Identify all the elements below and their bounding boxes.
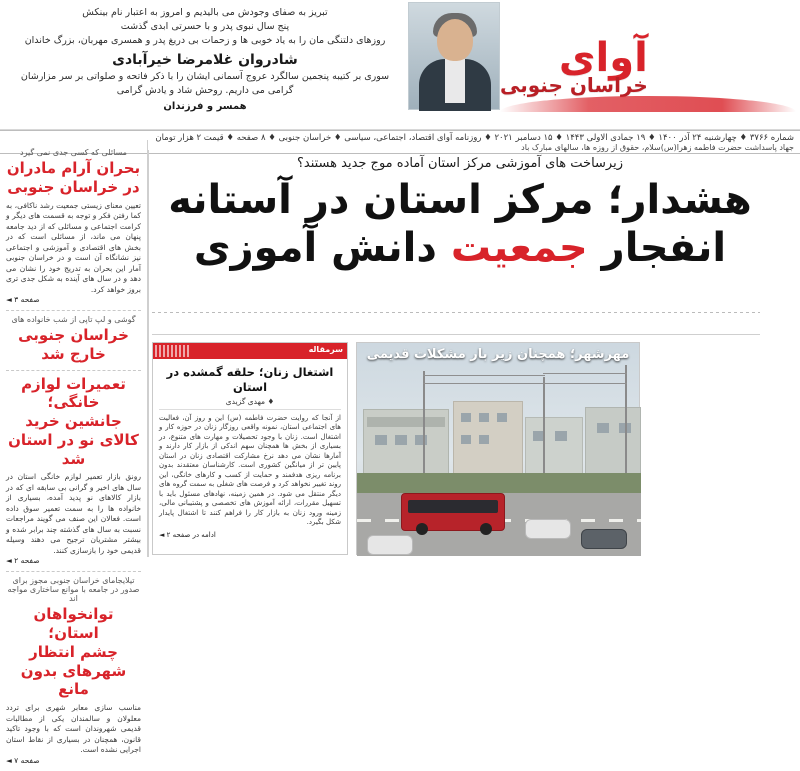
obituary-notice [8,6,402,112]
lead-headline-line-1: هشدار؛ مرکز استان در آستانه [168,177,752,223]
editorial-header-bar [153,343,347,359]
side-story-3-body: رونق بازار تعمیر لوازم خانگی استان در سال های اخیر و گرانی بی سابقه ای که در بازار کالاهای نو پدید آمده، بسیاری از خانواده ها را به سمت تعمیر سوق داده است. فعالان این صنف می گویند مراجعات نسبت به سال های گذشته چند برابر شده و بیشتر مشتریان ترجیح می دهند وسیله قدیمی خود را بازسازی کنند. [6,472,141,555]
photo-window [479,413,489,422]
editorial-byline: ♦ مهدی گزیدی [159,397,341,410]
hadith-line: جهاد پاسداشت حضرت فاطمه زهرا(س)سلام، حقوق از روزه ها، سالهای مبارک باد [521,143,794,152]
side-story-2-overline: گوشی و لپ تاپی از شب خانواده های [11,315,136,324]
photo-building-1-band [367,417,445,427]
logo-secondary-word: خراسان جنوبی [500,72,648,97]
obituary-person-name: شادروان غلامرضا خیرآبادی [112,52,298,68]
side-column [0,140,148,765]
side-story-1-title-line-1: بحران آرام مادران [6,159,141,177]
side-story-1-body: تعیین معنای زیستی جمعیت رشد ناکافی، به کما رفتن فکر و توجه به قسمت های دیگر و کرامت اجتماعی و مسائلی که از دید جامعه پنهان می ماند، از مسائلی است که در بخش های اقتصادی و آموزشی و اجتماعی نیز نشانگاه آن است و در خراسان جنوبی آمار این بحران به تدریج خود را نشان می دهد و در سال های آینده به شکل جدی تری بروز خواهد کرد. [6,200,141,294]
masthead [0,0,800,130]
side-story-4-overline: تیلایجامای خراسان جنوبی مجوز برای صدور در جامعه با موانع ساختاری مواجه اند [7,576,140,604]
obituary-signature: همسر و فرزندان [163,101,247,112]
side-story-3-more-link[interactable]: صفحه ۲ ◄ [6,556,40,566]
lead-headline-line-2 [160,225,760,271]
side-story-4-title-line-1: توانخواهان استان؛ [33,605,114,642]
side-story-1-more-link[interactable]: صفحه ۳ ◄ [6,295,40,304]
photo-window [597,423,609,433]
issue-meta-line: شماره ۳۷۶۶ ♦ چهارشنبه ۲۴ آذر ۱۴۰۰ ♦ ۱۹ جمادی الاولی ۱۴۴۳ ♦ ۱۵ دسامبر ۲۰۲۱ ♦ روزنامه آوای اقتصاد، اجتماعی، سیاسی ♦ خراسان جنوبی ♦ ۸ صفحه ♦ قیمت ۲ هزار تومان [155,133,794,143]
obituary-line-3: روزهای دلتنگی مان را به یاد خوبی ها و زحمات بی دریغ پدر و همسری مهربان، بزرگ خاندان [24,35,386,46]
lead-headline-part-1: انفجار [601,225,727,271]
editorial-tag-label: سرمقاله [308,345,343,354]
dotted-rule [152,312,760,313]
photo-car [525,519,571,539]
logo-text [494,34,648,97]
photo-window [415,435,427,445]
obituary-sub-line-2: گرامی می داریم. روحش شاد و یادش گرامی [116,85,294,96]
side-story-4[interactable] [6,572,141,770]
photo-caption [357,343,639,367]
side-story-3-title-line-1: تعمیرات لوازم خانگی؛ [21,374,126,412]
section-divider [152,334,760,335]
photo-window [395,435,407,445]
photo-car [367,535,413,555]
editorial-stripes-decoration [155,345,189,357]
photo-median-greenery [357,473,641,495]
photo-car [581,529,627,549]
photo-window [461,435,471,444]
editorial-more-link[interactable]: ادامه در صفحه ۲ ◄ [159,530,216,539]
photo-power-wire [543,373,627,374]
logo-main-word: آوای [558,34,648,81]
side-story-4-body: مناسب سازی معابر شهری برای تردد معلولان و سالمندان یکی از مطالبات قدیمی شهروندان است که با وجود تاکید قانون، همچنان در بسیاری از نقاط استان اجرایی نشده است. [6,703,141,754]
photo-bus-wheel [416,523,428,535]
side-story-2-title-line-1: خراسان جنوبی خارج شد [18,326,129,363]
photo-bus-window [408,500,498,513]
photo-window [461,413,471,422]
lead-story [160,156,760,308]
side-story-3-title-line-2: جانشین خرید کالای نو در استان شد [8,412,139,468]
column-divider [148,150,149,557]
editorial-title: اشتغال زنان؛ حلقه گمشده در استان [166,365,334,394]
obituary-line-2: پنج سال نبوی پدر و با حسرتی ابدی گذشت [120,21,290,32]
lead-headline-part-2: دانش آموزی [193,225,437,271]
obituary-portrait-photo [408,2,500,110]
photo-window [555,431,567,441]
photo-red-bus [401,493,505,531]
photo-window [497,413,507,422]
editorial-article[interactable] [152,342,348,555]
photo-window [479,435,489,444]
obituary-line-1: تبریز به صفای وجودش می بالیدیم و امروز به اعتبار نام بینکش [82,7,328,18]
photo-window [375,435,387,445]
photo-story[interactable] [356,342,640,555]
editorial-column [152,342,343,555]
lead-headline-highlight: جمعیت [450,225,588,271]
side-story-3[interactable] [6,371,141,573]
lead-kicker: زیرساخت های آموزشی مرکز استان آماده موج جدید هستند؟ [296,156,624,171]
portrait-head-shape [437,19,473,61]
side-story-1[interactable] [6,144,141,311]
side-story-2[interactable] [6,311,141,371]
photo-power-wire [423,383,627,384]
side-story-4-title-line-2: چشم انتظار شهرهای بدون مانع [20,642,127,699]
portrait-shirt-shape [445,59,465,103]
side-story-4-more-link[interactable]: صفحه ۷ ◄ [6,755,40,765]
side-story-1-overline: مسائلی که کسی جدی نمی گیرد [20,148,127,157]
photo-caption-text: مهرشهر؛ همچنان زیر بار مشکلات قدیمی [366,347,630,362]
photo-bus-wheel [480,523,492,535]
obituary-sub-line-1: سوری بر کتیبه پنجمین سالگرد عروج آسمانی ایشان را با ذکر فاتحه و صلواتی بر سر مزارشان [20,71,390,82]
editorial-body: از آنجا که روایت حضرت فاطمه (س) این و روز آن، فعالیت های اجتماعی استان، نمونه واقعی روزگار زنان در حوزه کار و اشتغال است. زنان با وجود تحصیلات و مهارت های متنوع، در بسیاری از بخش ها همچنان سهم اندکی از بازار کار دارند و آمارها نشان می دهد نرخ مشارکت اقتصادی زنان در استان پایین تر از میانگین کشوری است. کارشناسان معتقدند بدون برنامه ریزی هدفمند و حمایت از کسب و کارهای خانگی، این روند تغییر نخواهد کرد و فرصت های شغلی به سمت گروه های دیگر منتقل می شود. در همین زمینه، نهادهای مسئول باید با تسهیل مقررات، ارائه آموزش های تخصصی و پشتیبانی مالی، زمینه ورود زنان به بازار کار را فراهم کنند تا اشتغال پایدار شکل بگیرد. [159,413,341,527]
side-story-1-title-line-2: در خراسان جنوبی [7,177,140,196]
photo-power-wire [423,375,545,376]
